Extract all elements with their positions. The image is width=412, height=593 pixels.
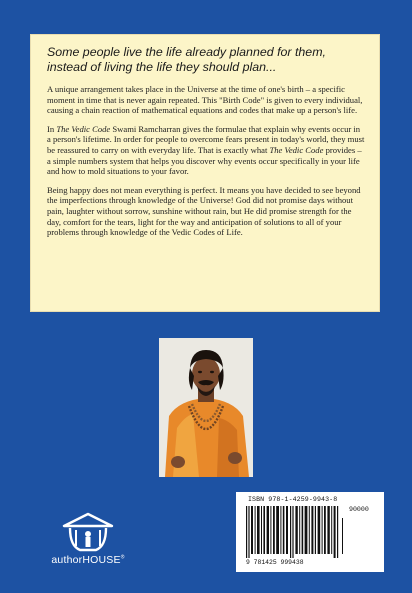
registered-mark: ® <box>120 554 125 561</box>
publisher-name-text: authorHOUSE <box>51 554 121 566</box>
paragraph-2-prefix: In <box>47 123 57 134</box>
ean-barcode <box>246 506 346 558</box>
isbn-text: ISBN 978-1-4259-9943-8 <box>248 496 338 503</box>
price-code: 90000 <box>349 506 369 513</box>
author-portrait <box>159 338 253 477</box>
publisher-logo <box>44 512 132 572</box>
book-title-italic: The Vedic Code <box>56 123 111 134</box>
publisher-name <box>44 554 132 566</box>
paragraph-3: Being happy does not mean everything is perfect. It means you have decided to see beyond the imperfections through knowledge of the Universe! God did not promise days without pain, laughter without sorrow, sunshine without rain, but He did promise strength for the day, comfort for the tears, light for the way and anticipation of solutions to all of your problems through knowledge of the Vedic Codes of Life. <box>47 184 361 238</box>
book-title-italic-2: The Vedic Code <box>269 144 324 155</box>
paragraph-1: A unique arrangement takes place in the Universe at the time of one's birth – a specific moment in time that is never again repeated. This "Birth Code" is given to every individual, causing a chain reaction of mathematical equations and codes that make up a person's life. <box>47 84 363 116</box>
barcode-digits: 9 781425 999438 <box>246 559 304 566</box>
paragraph-2-middle: Swami Ramcharran gives the formulae that explain why events occur in a person's lifetime. In order for people to overcome fears present in today's world, they must be reassured to carry on with everyday life. That is exactly what <box>47 123 365 155</box>
author-portrait-drawing <box>159 338 253 477</box>
authorhouse-logo-icon <box>44 512 132 554</box>
tagline: Some people live the life already planned for them, instead of living the life they should plan... <box>47 45 326 74</box>
barcode-box <box>236 492 384 572</box>
paragraph-2-suffix: provides – a simple numbers system that helps you discover why events occur specifically in your life and how to mold situations to your favor. <box>47 144 362 177</box>
paragraph-2 <box>47 124 365 177</box>
description-panel <box>30 34 380 312</box>
